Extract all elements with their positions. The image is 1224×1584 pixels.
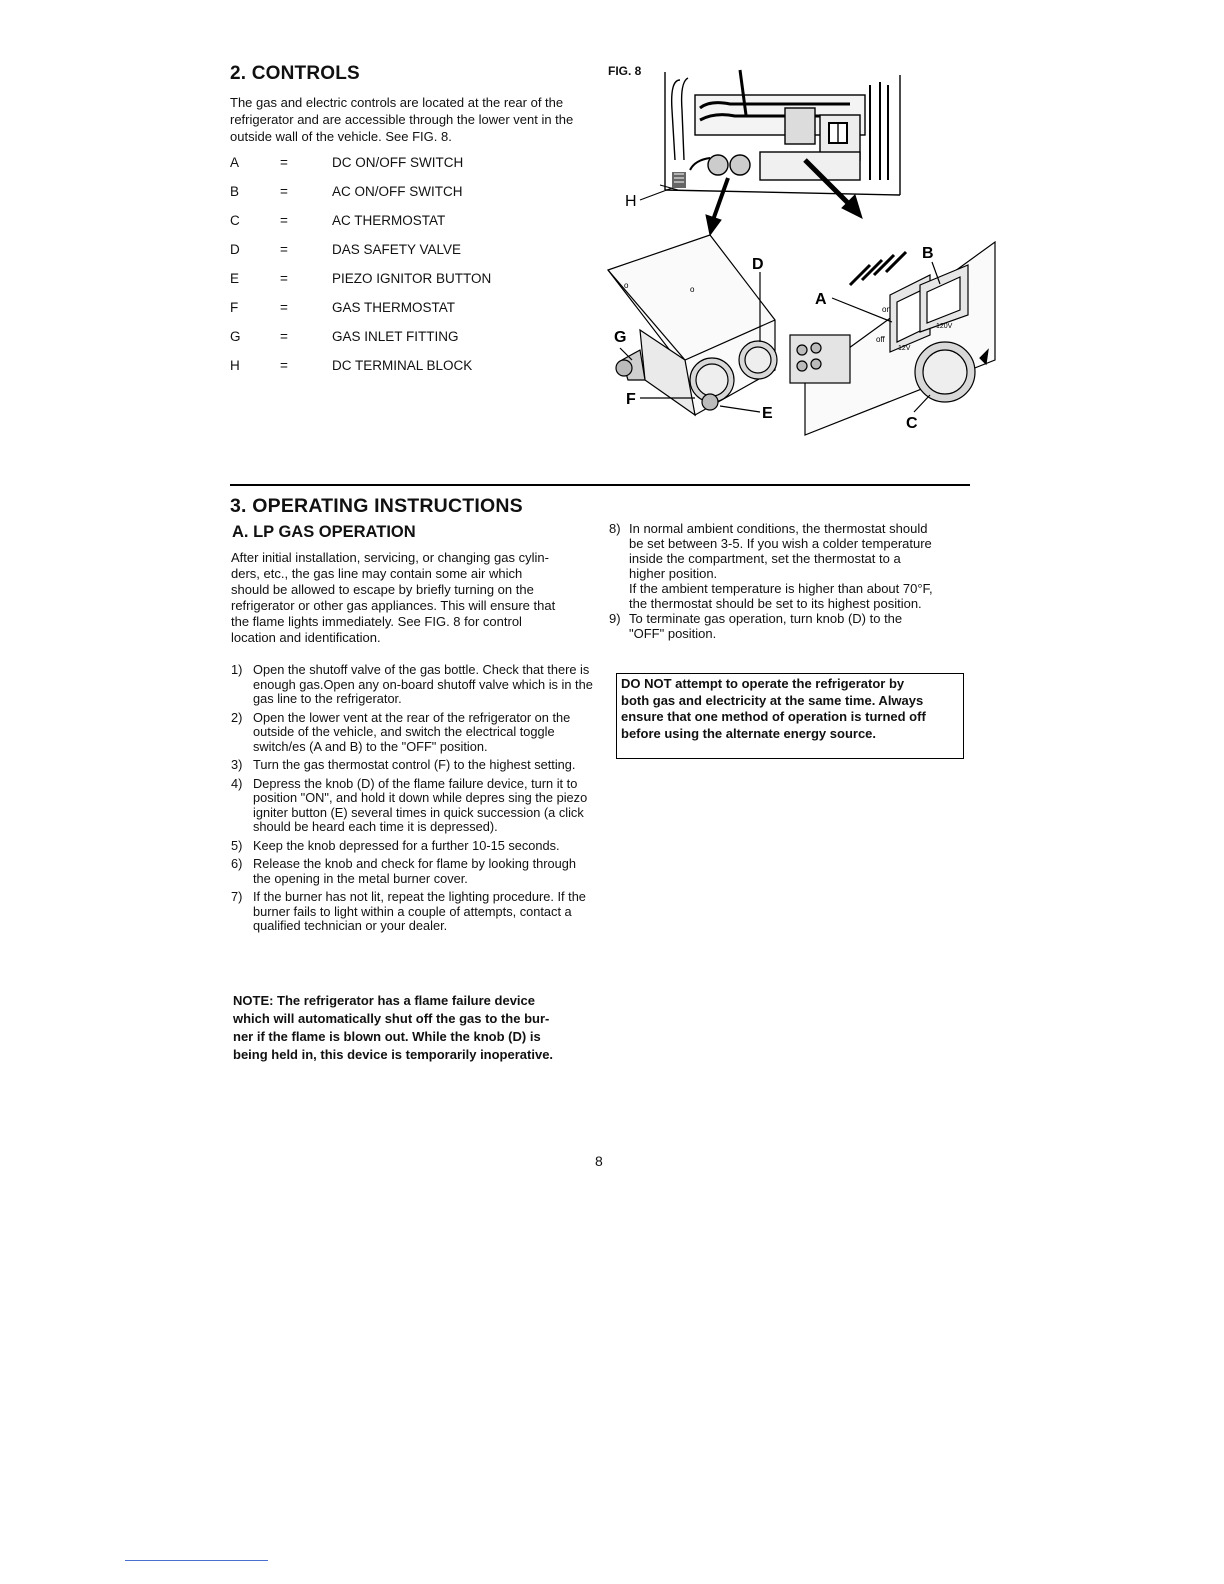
step-item [231,857,597,886]
section-divider [230,484,970,486]
step-number: 2) [231,709,243,725]
legend-row [230,329,550,349]
legend-description: DC ON/OFF SWITCH [332,155,464,170]
step-line: To terminate gas operation, turn knob (D) to the [629,611,903,626]
step-item [231,890,597,934]
legend-equals: = [280,155,288,170]
legend-row [230,213,550,233]
note-line: ner if the flame is blown out. While the knob (D) is [233,1029,541,1044]
step-text: Open the lower vent at the rear of the refrigerator on the outside of the vehicle, and switch the electrical toggle switch/es (A and B) to the "OFF" position. [253,709,571,754]
step-item [231,777,597,835]
warning-line: before using the alternate energy source. [621,725,877,741]
svg-text:o: o [690,285,695,294]
legend-description: GAS INLET FITTING [332,329,459,344]
step-item [609,611,969,641]
legend-equals: = [280,184,288,199]
warning-box [616,673,964,759]
step-text: Turn the gas thermostat control (F) to the highest setting. [253,757,576,772]
step-line: inside the compartment, set the thermostat to a [629,551,901,566]
controls-heading: 2. CONTROLS [230,63,360,84]
step-line: In normal ambient conditions, the thermostat should [629,521,928,536]
operating-steps [231,663,597,938]
controls-intro: The gas and electric controls are located at the rear of the refrigerator and are accessible through the lower vent in the outside wall of the vehicle. See FIG. 8. [230,95,574,144]
step-number: 8) [609,521,621,536]
step-text: If the burner has not lit, repeat the lighting procedure. If the burner fails to light within a couple of attempts, contact a qualified technician or your dealer. [253,889,586,933]
callout-c: C [906,415,918,432]
step-number: 3) [231,757,243,772]
svg-text:off: off [876,335,885,344]
legend-equals: = [280,242,288,257]
legend-description: DAS SAFETY VALVE [332,242,462,257]
legend-equals: = [280,271,288,286]
callout-b: B [922,245,934,262]
callout-e: E [762,405,773,422]
lp-gas-subheading: A. LP GAS OPERATION [232,523,416,541]
svg-text:on: on [882,305,891,314]
intro-line: location and identification. [231,630,381,645]
electrical-panel-detail [790,242,995,435]
callout-g: G [614,329,627,346]
operating-steps-continued [609,521,969,641]
legend-row [230,242,550,262]
step-number: 7) [231,889,243,904]
step-text: Keep the knob depressed for a further 10-15 seconds. [253,837,560,853]
legend-description: AC ON/OFF SWITCH [332,184,463,199]
legend-key: G [230,329,241,344]
gas-valve-detail [608,235,777,422]
legend-key: D [230,242,240,257]
refrigerator-rear-view [625,70,900,210]
step-text: Release the knob and check for flame by looking through the opening in the metal burner cover. [253,856,576,886]
lp-gas-intro [231,550,596,646]
warning-line: both gas and electricity at the same time. Always [621,692,924,708]
legend-row [230,300,550,320]
callout-a: A [815,291,827,308]
legend-key: A [230,155,240,170]
legend-equals: = [280,358,288,373]
step-line: the thermostat should be set to its highest position. [629,596,922,611]
warning-line: DO NOT attempt to operate the refrigerator by [621,676,905,691]
step-item [231,758,597,773]
legend-row [230,184,550,204]
legend-row [230,358,550,378]
step-line: "OFF" position. [629,626,717,641]
page-number: 8 [595,1153,603,1169]
step-number: 4) [231,775,243,791]
legend-description: DC TERMINAL BLOCK [332,358,473,373]
legend-key: E [230,271,240,286]
svg-text:12V: 12V [898,345,911,352]
legend-key: H [230,358,240,373]
warning-line: ensure that one method of operation is turned off [621,709,926,724]
intro-line: should be allowed to escape by briefly turning on the [231,582,534,597]
step-text: Open the shutoff valve of the gas bottle. Check that there is enough gas.Open any on-board shutoff valve which is in the gas line to the refrigerator. [253,662,593,706]
svg-text:120V: 120V [936,323,953,330]
legend-key: B [230,184,240,199]
legend-equals: = [280,213,288,228]
step-text: Depress the knob (D) of the flame failure device, turn it to position "ON", and hold it down while depres sing the piezo igniter button (E) several times in quick succession (a click should be heard each time it is depressed). [253,775,588,834]
note-line: NOTE: The refrigerator has a flame failure device [233,993,535,1008]
step-number: 9) [609,611,621,626]
callout-d: D [752,256,764,273]
note-line: which will automatically shut off the gas to the bur- [233,1011,550,1026]
note-line: being held in, this device is temporarily inoperative. [233,1047,554,1062]
footer-rule [125,1560,268,1561]
legend-key: C [230,213,240,228]
step-line: higher position. [629,566,718,581]
fig8-illustration [600,60,1000,440]
callout-f: F [626,391,636,408]
legend-description: AC THERMOSTAT [332,213,446,228]
svg-text:o: o [624,281,629,290]
legend-key: F [230,300,239,315]
step-item [231,839,597,854]
step-number: 5) [231,837,243,853]
intro-line: After initial installation, servicing, or changing gas cylin- [231,550,549,565]
figure-label: FIG. 8 [608,64,642,78]
flame-failure-note [233,992,598,1064]
callout-h: H [625,193,637,210]
legend-equals: = [280,329,288,344]
intro-line: ders, etc., the gas line may contain some air which [231,566,523,581]
step-line: be set between 3-5. If you wish a colder temperature [629,536,932,551]
step-number: 1) [231,662,243,677]
step-number: 6) [231,856,243,871]
intro-line: refrigerator or other gas appliances. This will ensure that [231,598,556,613]
intro-line: the flame lights immediately. See FIG. 8 for control [231,614,522,629]
legend-description: GAS THERMOSTAT [332,300,456,315]
legend-row [230,155,550,175]
legend-description: PIEZO IGNITOR BUTTON [332,271,492,286]
legend-equals: = [280,300,288,315]
legend-row [230,271,550,291]
step-line: If the ambient temperature is higher than about 70°F, [629,581,933,596]
operating-heading: 3. OPERATING INSTRUCTIONS [230,495,523,517]
step-item [609,521,969,611]
step-item [231,663,597,707]
step-item [231,711,597,755]
